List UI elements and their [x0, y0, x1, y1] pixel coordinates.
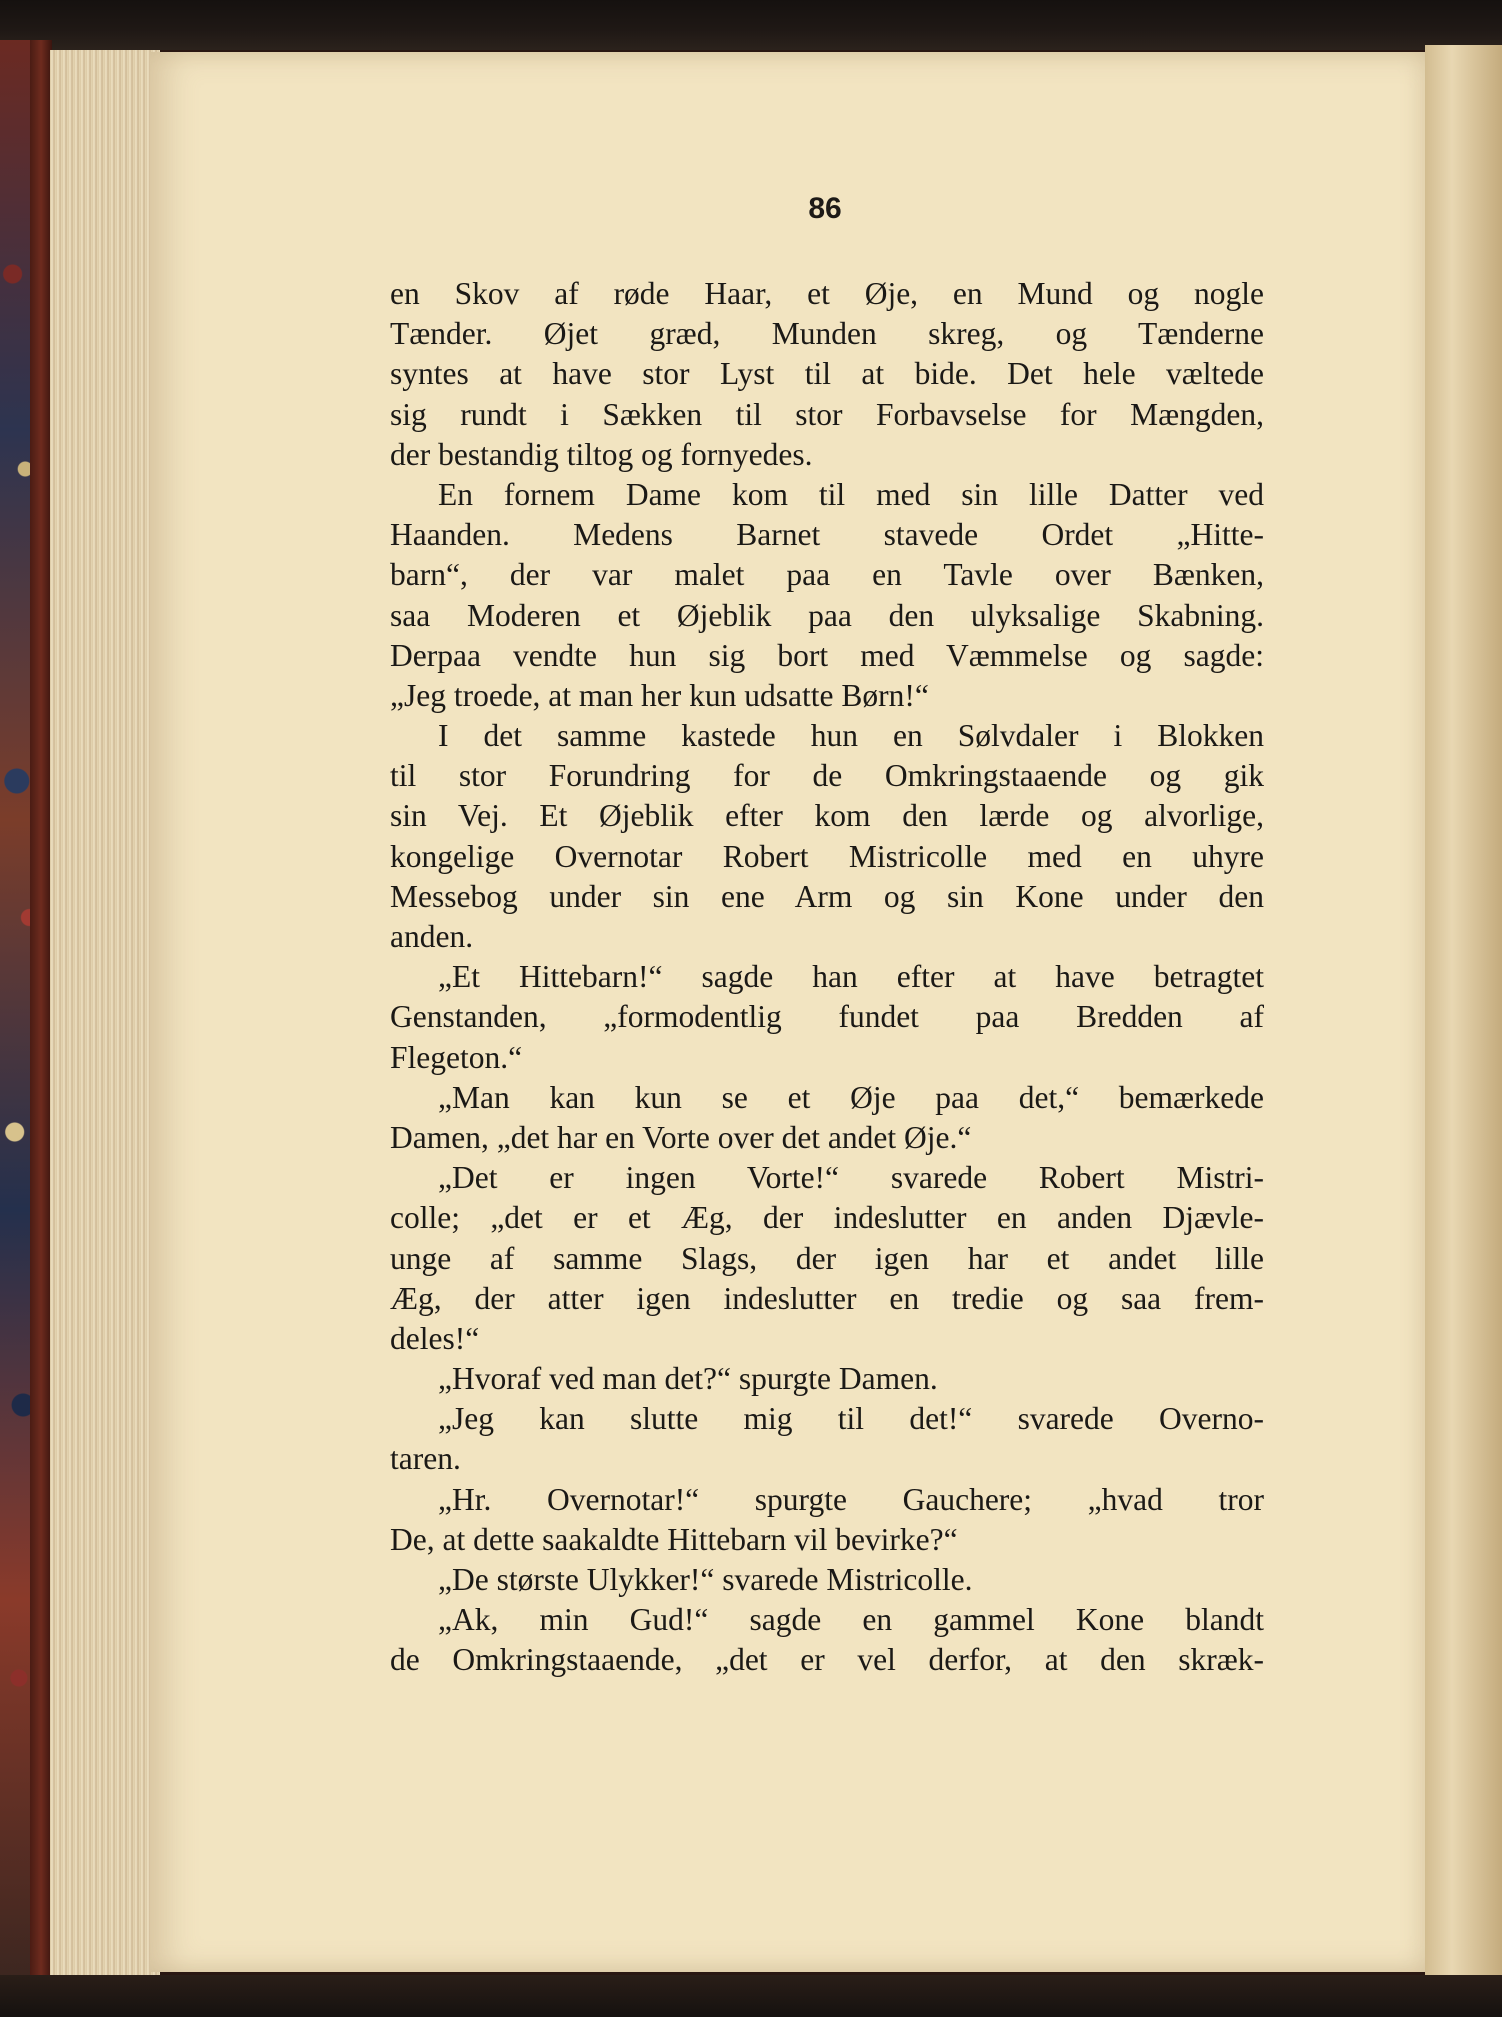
text-line: „Jeg troede, at man her kun udsatte Børn!“: [390, 677, 929, 713]
text-line: „Jeg kan slutte mig til det!“ svarede Overno-: [438, 1401, 1264, 1437]
text-line: „Det er ingen Vorte!“ svarede Robert Mistri-: [438, 1160, 1264, 1196]
text-line: taren.: [390, 1441, 461, 1477]
text-line: syntes at have stor Lyst til at bide. Det hele væltede: [390, 356, 1264, 392]
text-line: Damen, „det har en Vorte over det andet Øje.“: [390, 1119, 972, 1155]
text-line: der bestandig tiltog og fornyedes.: [390, 436, 813, 472]
text-line: „Hvoraf ved man det?“ spurgte Damen.: [438, 1361, 938, 1397]
text-line: Æg, der atter igen indeslutter en tredie og saa frem-: [390, 1280, 1264, 1316]
text-line: de Omkringstaaende, „det er vel derfor, at den skræk-: [390, 1642, 1264, 1678]
text-line: sin Vej. Et Øjeblik efter kom den lærde og alvorlige,: [390, 798, 1264, 834]
text-line: anden.: [390, 919, 474, 954]
text-line: til stor Forundring for de Omkringstaaende og gik: [390, 758, 1264, 794]
text-line: unge af samme Slags, der igen har et andet lille: [390, 1240, 1264, 1276]
page-stack-edge: [50, 50, 160, 1975]
text-line: en Skov af røde Haar, et Øje, en Mund og nogle: [390, 276, 1264, 311]
text-line: En fornem Dame kom til med sin lille Datter ved: [438, 476, 1264, 512]
book-bottom-edge: [0, 1975, 1502, 2017]
text-line: saa Moderen et Øjeblik paa den ulyksalige Skabning.: [390, 597, 1264, 633]
text-line: deles!“: [390, 1320, 480, 1356]
facing-page-edge: [1425, 45, 1502, 1980]
text-line: Haanden. Medens Barnet stavede Ordet „Hitte-: [390, 517, 1264, 553]
text-line: Derpaa vendte hun sig bort med Væmmelse og sagde:: [390, 637, 1264, 673]
text-line: „Ak, min Gud!“ sagde en gammel Kone blandt: [438, 1602, 1264, 1638]
text-line: colle; „det er et Æg, der indeslutter en anden Djævle-: [390, 1200, 1264, 1236]
binding-spine: [30, 40, 52, 1990]
text-line: sig rundt i Sækken til stor Forbavselse for Mængden,: [390, 396, 1264, 432]
text-line: I det samme kastede hun en Sølvdaler i Blokken: [438, 718, 1264, 754]
body-text: [390, 274, 1264, 1681]
text-line: „De største Ulykker!“ svarede Mistricolle.: [438, 1562, 973, 1597]
text-line: De, at dette saakaldte Hittebarn vil bevirke?“: [390, 1521, 958, 1557]
page-number: 86: [808, 192, 842, 225]
book-top-edge: [0, 0, 1502, 50]
text-line: Flegeton.“: [390, 1039, 523, 1075]
text-line: Tænder. Øjet græd, Munden skreg, og Tænderne: [390, 316, 1264, 352]
text-line: Messebog under sin ene Arm og sin Kone under den: [390, 878, 1264, 914]
text-line: „Man kan kun se et Øje paa det,“ bemærkede: [438, 1079, 1264, 1115]
text-line: „Et Hittebarn!“ sagde han efter at have betragtet: [438, 959, 1264, 995]
text-line: Genstanden, „formodentlig fundet paa Bredden af: [390, 999, 1264, 1035]
text-line: barn“, der var malet paa en Tavle over Bænken,: [390, 557, 1264, 593]
text-line: kongelige Overnotar Robert Mistricolle med en uhyre: [390, 838, 1264, 874]
text-line: „Hr. Overnotar!“ spurgte Gauchere; „hvad tror: [438, 1481, 1264, 1517]
